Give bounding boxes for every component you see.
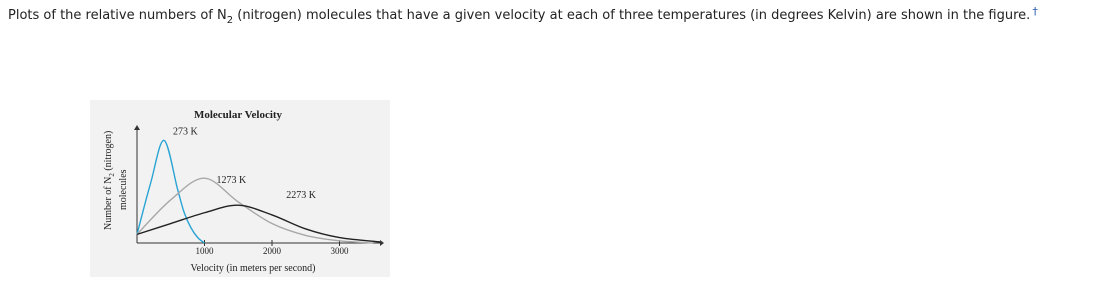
y-axis-arrow-icon — [134, 125, 140, 130]
question-text — [8, 3, 1038, 25]
y-axis-label-line1: Number of $N_2$ (nitrogen) — [103, 130, 116, 230]
question-subscript: 2 — [226, 15, 234, 26]
series-line-2273-k — [137, 205, 380, 242]
chart-title: Molecular Velocity — [193, 109, 283, 121]
x-tick-label: 1000 — [195, 246, 214, 256]
velocity-figure — [90, 100, 390, 277]
series-label: 2273 K — [286, 190, 316, 202]
x-tick-label: 3000 — [330, 246, 349, 256]
dagger-icon[interactable]: † — [1032, 5, 1038, 18]
series-line-273-k — [137, 140, 205, 243]
y-axis-label-2 — [118, 169, 129, 210]
chart-ticks — [196, 240, 350, 256]
y-axis-label-line2: molecules — [118, 169, 129, 210]
y-axis-label — [103, 131, 116, 230]
velocity-chart — [90, 100, 390, 277]
x-axis-label: Velocity (in meters per second) — [190, 263, 316, 274]
series-line-1273-k — [137, 178, 373, 243]
chart-axes — [134, 125, 384, 246]
series-label: 1273 K — [216, 175, 247, 187]
series-label: 273 K — [173, 126, 198, 138]
x-tick-label: 2000 — [263, 246, 281, 256]
question-suffix: (nitrogen) molecules that have a given velocity at each of three temperatures (in degrees Kelvin) are shown in the figure. — [233, 8, 1031, 23]
chart-series-labels — [173, 126, 317, 201]
chart-curves — [137, 140, 380, 243]
question-prefix: Plots of the relative numbers of N — [8, 8, 227, 23]
x-axis-arrow-icon — [380, 240, 384, 246]
